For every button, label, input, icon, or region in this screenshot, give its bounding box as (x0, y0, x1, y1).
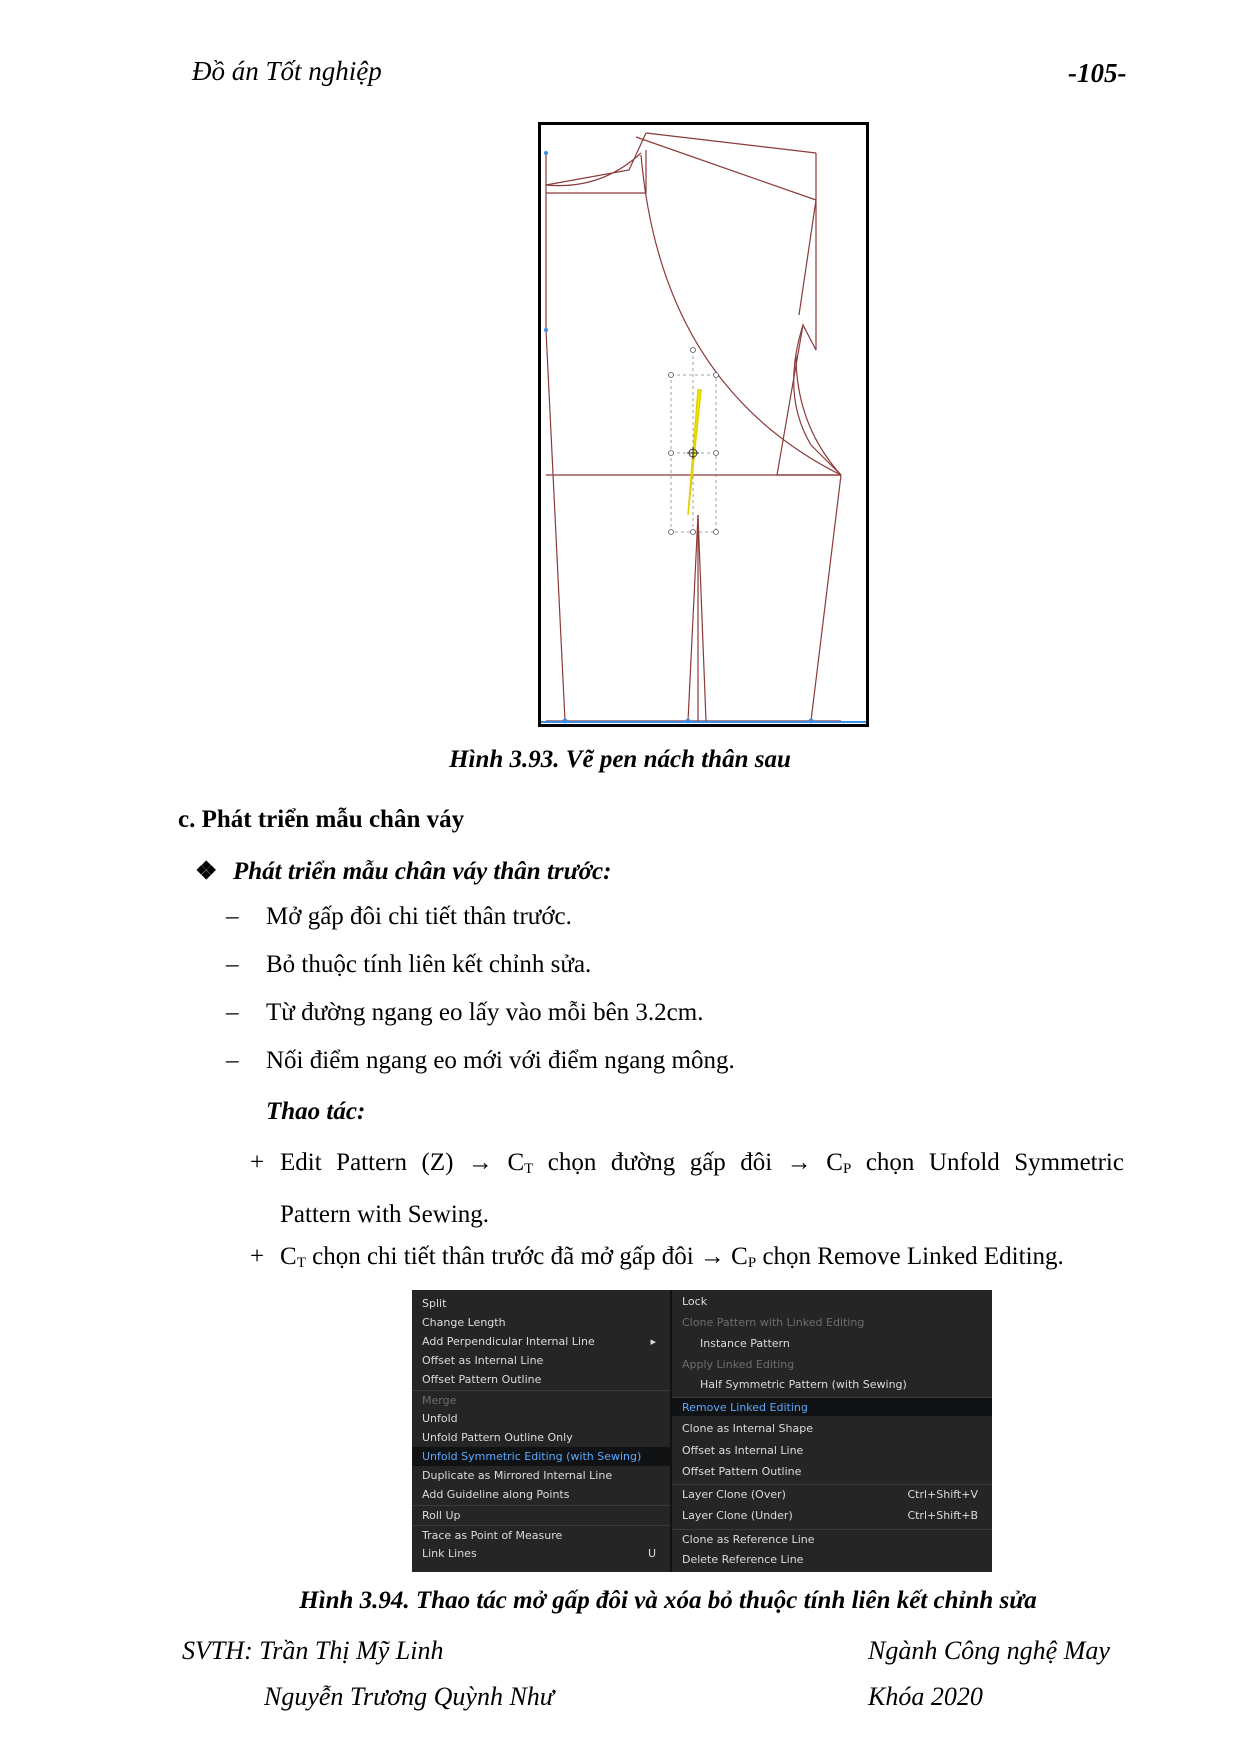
neck-box (546, 150, 646, 193)
list-item-text: Mở gấp đôi chi tiết thân trước. (266, 903, 572, 930)
menu-item-add-perpendicular-internal-line[interactable]: Add Perpendicular Internal Line ▸ (412, 1332, 670, 1351)
center-dart-left (688, 515, 698, 721)
subsection-title (195, 856, 611, 886)
subsection-title-text: Phát triển mẫu chân váy thân trước: (233, 858, 612, 885)
shortcut-label: U (647, 1547, 656, 1560)
footer-students: SVTH: Trần Thị Mỹ Linh (182, 1636, 444, 1665)
menu-item-remove-linked-editing[interactable]: Remove Linked Editing (672, 1397, 992, 1416)
list-item-text: Nối điểm ngang eo mới với điểm ngang mông. (266, 1047, 735, 1074)
menu-item-half-symmetric-pattern[interactable]: Half Symmetric Pattern (with Sewing) (700, 1378, 907, 1391)
footer-major: Ngành Công nghệ May (868, 1636, 1110, 1665)
step-2-text: $C_T$ chọn chi tiết thân trước đã mở gấp đôi → $C_P$ chọn Remove Linked Editing. (280, 1243, 1064, 1271)
menu-item-link-lines[interactable]: Link Lines U (412, 1544, 670, 1563)
menu-item-delete-reference-line[interactable]: Delete Reference Line (682, 1553, 804, 1566)
diamond-bullet-icon: ❖ (195, 858, 218, 885)
dash-bullet: – (226, 951, 239, 978)
step-1-line-2: Pattern with Sewing. (280, 1201, 490, 1228)
menu-item-layer-clone-over[interactable]: Layer Clone (Over) Ctrl+Shift+V (672, 1484, 992, 1503)
dash-bullet: – (226, 1047, 239, 1074)
menu-item-unfold[interactable]: Unfold (422, 1412, 458, 1425)
list-item (226, 903, 572, 931)
menu-item-merge: Merge (412, 1390, 670, 1409)
page-number: -105- (1068, 58, 1127, 88)
shortcut-label: Ctrl+Shift+V (907, 1488, 978, 1501)
armhole-inner2 (796, 355, 841, 475)
menu-item-instance-pattern[interactable]: Instance Pattern (700, 1337, 790, 1350)
shoulder-top (636, 137, 816, 200)
menu-item-clone-as-reference-line[interactable]: Clone as Reference Line (672, 1529, 992, 1548)
menu-item-apply-linked-editing: Apply Linked Editing (682, 1358, 795, 1371)
center-back-line (546, 153, 565, 721)
shortcut-label: Ctrl+Shift+B (907, 1509, 978, 1522)
menu-item-add-guideline-along-points[interactable]: Add Guideline along Points (422, 1488, 570, 1501)
shoulder-seam (546, 133, 646, 185)
list-item (226, 951, 591, 979)
procedure-label: Thao tác: (266, 1098, 366, 1125)
header-title: Đồ án Tốt nghiệp (192, 56, 382, 86)
menu-item-offset-pattern-outline[interactable]: Offset Pattern Outline (682, 1465, 802, 1478)
menu-item-unfold-pattern-outline-only[interactable]: Unfold Pattern Outline Only (422, 1431, 573, 1444)
footer-course: Khóa 2020 (868, 1682, 983, 1711)
section-title: c. Phát triển mẫu chân váy (178, 806, 465, 833)
procedure-step-1 (250, 1140, 1124, 1238)
menu-item-roll-up[interactable]: Roll Up (412, 1505, 670, 1524)
plus-bullet: + (250, 1243, 265, 1270)
pattern-drawing (541, 125, 866, 724)
submenu-arrow-icon: ▸ (650, 1335, 656, 1348)
pattern-drawing-figure (538, 122, 869, 727)
side-right-outer (799, 200, 816, 315)
side-line-lower (811, 475, 841, 721)
list-item (226, 1047, 735, 1075)
context-menu-screenshot (412, 1290, 992, 1572)
menu-item-clone-pattern-with-linked-editing: Clone Pattern with Linked Editing (682, 1316, 865, 1329)
menu-item-change-length[interactable]: Change Length (422, 1316, 506, 1329)
menu-item-offset-as-internal-line[interactable]: Offset as Internal Line (422, 1354, 544, 1367)
center-dart-right (698, 515, 706, 721)
neckline-curve (546, 153, 641, 186)
side-line-upper (777, 153, 841, 475)
menu-item-layer-clone-under[interactable]: Layer Clone (Under) Ctrl+Shift+B (672, 1506, 992, 1525)
footer-student-2: Nguyễn Trương Quỳnh Như (264, 1682, 554, 1711)
menu-item-lock[interactable]: Lock (682, 1295, 708, 1308)
armhole-curve (641, 155, 841, 475)
menu-item-unfold-symmetric-editing[interactable]: Unfold Symmetric Editing (with Sewing) (412, 1447, 670, 1466)
dash-bullet: – (226, 903, 239, 930)
procedure-step-2 (250, 1234, 1124, 1286)
menu-item-split[interactable]: Split (422, 1297, 447, 1310)
list-item (226, 999, 703, 1027)
menu-item-offset-as-internal-line[interactable]: Offset as Internal Line (682, 1444, 804, 1457)
figure-caption-3-93: Hình 3.93. Vẽ pen nách thân sau (449, 746, 791, 773)
list-item-text: Từ đường ngang eo lấy vào mỗi bên 3.2cm. (266, 999, 704, 1026)
list-item-text: Bỏ thuộc tính liên kết chỉnh sửa. (266, 951, 592, 978)
plus-bullet: + (250, 1149, 265, 1176)
menu-item-trace-as-point-of-measure[interactable]: Trace as Point of Measure (412, 1525, 670, 1544)
menu-item-duplicate-as-mirrored-internal-line[interactable]: Duplicate as Mirrored Internal Line (422, 1469, 613, 1482)
dash-bullet: – (226, 999, 239, 1026)
menu-item-clone-as-internal-shape[interactable]: Clone as Internal Shape (682, 1422, 814, 1435)
figure-caption-3-94: Hình 3.94. Thao tác mở gấp đôi và xóa bỏ thuộc tính liên kết chỉnh sửa (299, 1587, 1037, 1614)
step-1-line-1: Edit Pattern $(Z) \to C_T$ chọn đường gấp đôi → $C_P$ chọn Unfold Symmetric (280, 1149, 1124, 1177)
context-menu-left (412, 1290, 672, 1572)
context-menu-right (672, 1290, 992, 1572)
menu-item-offset-pattern-outline[interactable]: Offset Pattern Outline (422, 1373, 542, 1386)
